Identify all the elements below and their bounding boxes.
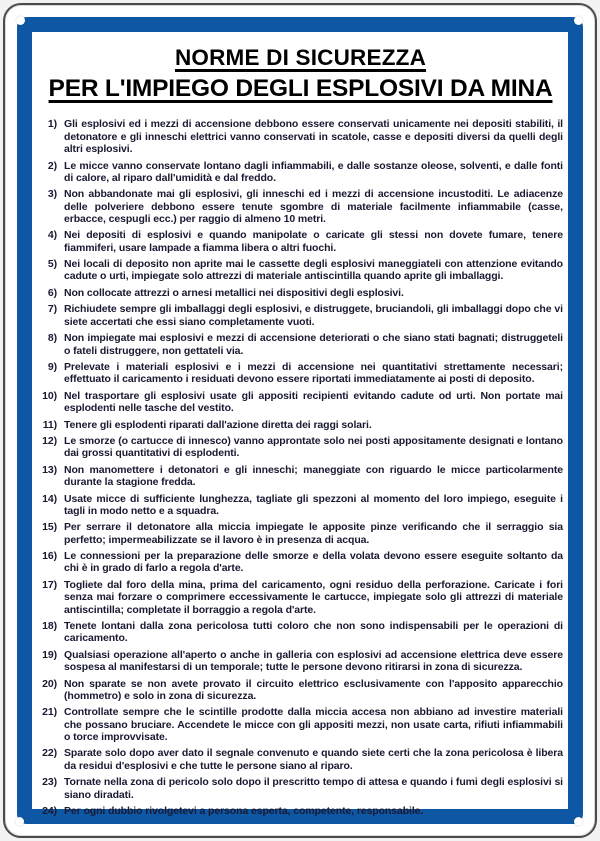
item-number: 3) <box>47 188 57 201</box>
rules-list <box>38 118 563 817</box>
title-line-2: PER L'IMPIEGO DEGLI ESPLOSIVI DA MINA <box>48 74 553 102</box>
screw-hole-bottom-right <box>574 817 583 826</box>
screw-hole-top-left <box>16 16 25 25</box>
item-number: 13) <box>42 463 57 476</box>
list-item <box>38 332 563 357</box>
item-number: 16) <box>42 550 57 563</box>
item-number: 7) <box>47 303 57 316</box>
list-item <box>38 620 563 645</box>
sign-plate <box>3 3 597 838</box>
list-item <box>38 550 563 575</box>
item-text: Per serrare il detonatore alla miccia impiegate le apposite pinze verificando che il serraggio sia perfetto; impermeabilizzate se il lavoro è in presenza di acqua. <box>64 521 563 546</box>
screw-hole-bottom-left <box>15 817 24 826</box>
list-item <box>38 776 563 801</box>
list-item <box>38 493 563 518</box>
item-text: Prelevate i materiali esplosivi e i mezzi di accensione nei quantitativi strettamente necessari; effettuato il caricamento i residuati devono essere riportati immediatamente ai posti di deposito. <box>64 361 563 386</box>
item-number: 18) <box>42 620 57 633</box>
item-number: 22) <box>42 747 57 760</box>
item-number: 11) <box>42 418 57 431</box>
list-item <box>38 747 563 772</box>
list-item <box>38 435 563 460</box>
item-text: Le micce vanno conservate lontano dagli infiammabili, e dalle sostanze oleose, solventi, e dalle fonti di calore, al riparo dall'umidità e dal freddo. <box>64 159 563 184</box>
screw-hole-top-right <box>574 16 583 25</box>
list-item <box>38 229 563 254</box>
item-text: Le connessioni per la preparazione delle smorze e della volata devono essere eseguite soltanto da chi è in grado di farlo a regola d'arte. <box>64 550 563 575</box>
list-item <box>38 464 563 489</box>
list-item <box>38 579 563 616</box>
item-text: Non abbandonate mai gli esplosivi, gli inneschi ed i mezzi di accensione incustoditi. Le adiacenze delle polveriere debbono essere tenute sgombre di materiale facilmente infiammabile (casse, erbacce, cespugli ecc.) per raggio di almeno 10 metri. <box>64 188 563 225</box>
item-number: 5) <box>47 258 57 271</box>
item-number: 8) <box>47 332 57 345</box>
sign-title <box>38 45 563 103</box>
item-number: 4) <box>47 229 57 242</box>
item-text: Non manomettere i detonatori e gli inneschi; maneggiate con riguardo le micce particolarmente durante la stagione fredda. <box>64 463 563 489</box>
item-text: Tornate nella zona di pericolo solo dopo il prescritto tempo di attesa e quando i fumi degli esplosivi si siano diradati. <box>64 776 563 801</box>
item-text: Usate micce di sufficiente lunghezza, tagliate gli spezzoni al momento del loro impiego, eseguite i tagli in modo netto e a squadra. <box>64 492 563 517</box>
item-text: Sparate solo dopo aver dato il segnale convenuto e quando siete certi che la zona pericolosa è libera da residui d'esplosivi e che tutte le persone siano al riparo. <box>64 747 563 772</box>
item-text: Non collocate attrezzi o arnesi metallici nei dispositivi degli esplosivi. <box>64 286 404 299</box>
item-number: 6) <box>47 286 57 299</box>
item-text: Controllate sempre che le scintille prodotte dalla miccia accesa non abbiano ad investire materiali che possano bruciare. Accendete le micce con gli appositi mezzi, non usate carta, rifiuti infiammabili o torce improvvisate. <box>64 706 563 743</box>
item-text: Tenete lontani dalla zona pericolosa tutti coloro che non sono indispensabili per le operazioni di caricamento. <box>64 620 563 645</box>
list-item <box>38 805 563 817</box>
item-number: 9) <box>47 361 57 373</box>
item-number: 17) <box>42 578 57 591</box>
list-item <box>38 303 563 328</box>
item-text: Qualsiasi operazione all'aperto o anche in galleria con esplosivi ad accensione elettrica deve essere sospesa al manifestarsi di un temporale; tutte le persone devono ritirarsi in zona di sicurezza. <box>64 648 563 674</box>
item-text: Togliete dal foro della mina, prima del caricamento, ogni residuo della perforazione. Caricate i fori senza mai forzare o comprimere eccessivamente le cartucce, impiegate solo gli attrezzi di materiale antiscintilla; completate il borraggio a regola d'arte. <box>64 578 563 616</box>
list-item <box>38 160 563 185</box>
item-text: Tenere gli esplodenti riparati dall'azione diretta dei raggi solari. <box>64 418 372 431</box>
item-text: Gli esplosivi ed i mezzi di accensione debbono essere conservati unicamente nei depositi stabiliti, il detonatore e gli inneschi elettrici vanno conservati in scatole, casse e depositi diversi da quelli degli altri esplosivi. <box>64 118 563 156</box>
list-item <box>38 390 563 415</box>
item-number: 19) <box>42 648 57 661</box>
item-text: Nei depositi di esplosivi e quando manipolate o caricate gli stessi non dovete fumare, tenere fiammiferi, usare lampade a fiamma libera o altri fuochi. <box>64 229 563 254</box>
list-item <box>38 649 563 674</box>
item-text: Per ogni dubbio rivolgetevi a persona esperta, competente, responsabile. <box>64 805 424 818</box>
title-line-1: NORME DI SICUREZZA <box>174 45 427 70</box>
item-number: 24) <box>42 805 57 818</box>
item-text: Non impiegate mai esplosivi e mezzi di accensione deteriorati o che siano stati bagnati; distruggeteli o fateli distruggere, non gettateli via. <box>64 332 563 357</box>
sign-content <box>38 35 563 822</box>
list-item <box>38 118 563 155</box>
list-item <box>38 706 563 743</box>
item-number: 14) <box>42 492 57 505</box>
list-item <box>38 361 563 386</box>
list-item <box>38 287 563 299</box>
item-number: 23) <box>42 776 57 789</box>
list-item <box>38 258 563 283</box>
item-text: Le smorze (o cartucce di innesco) vanno approntate solo nei posti appositamente designati e lontano dai grossi quantitativi di esplodenti. <box>64 435 563 460</box>
item-number: 1) <box>47 118 57 131</box>
item-number: 15) <box>42 521 57 534</box>
list-item <box>38 521 563 546</box>
item-number: 20) <box>42 677 57 690</box>
item-text: Nei locali di deposito non aprite mai le cassette degli esplosivi maneggiateli con attenzione evitando cadute o urti, impiegate solo attrezzi di materiale antiscintilla quando aprite gli imballaggi. <box>64 258 563 283</box>
list-item <box>38 678 563 703</box>
item-text: Richiudete sempre gli imballaggi degli esplosivi, e distruggete, bruciandoli, gli imballaggi dopo che vi siete accertati che essi siano completamente vuoti. <box>64 303 563 328</box>
item-text: Nel trasportare gli esplosivi usate gli appositi recipienti evitando cadute od urti. Non portate mai esplodenti nelle tasche del vestito. <box>64 389 563 415</box>
item-number: 12) <box>42 435 57 448</box>
item-number: 10) <box>42 389 57 402</box>
list-item <box>38 419 563 431</box>
item-number: 2) <box>47 159 57 172</box>
list-item <box>38 188 563 225</box>
item-text: Non sparate se non avete provato il circuito elettrico esclusivamente con l'apposito apparecchio (hommetro) e solo in zona di sicurezza. <box>64 677 563 702</box>
item-number: 21) <box>42 706 57 719</box>
